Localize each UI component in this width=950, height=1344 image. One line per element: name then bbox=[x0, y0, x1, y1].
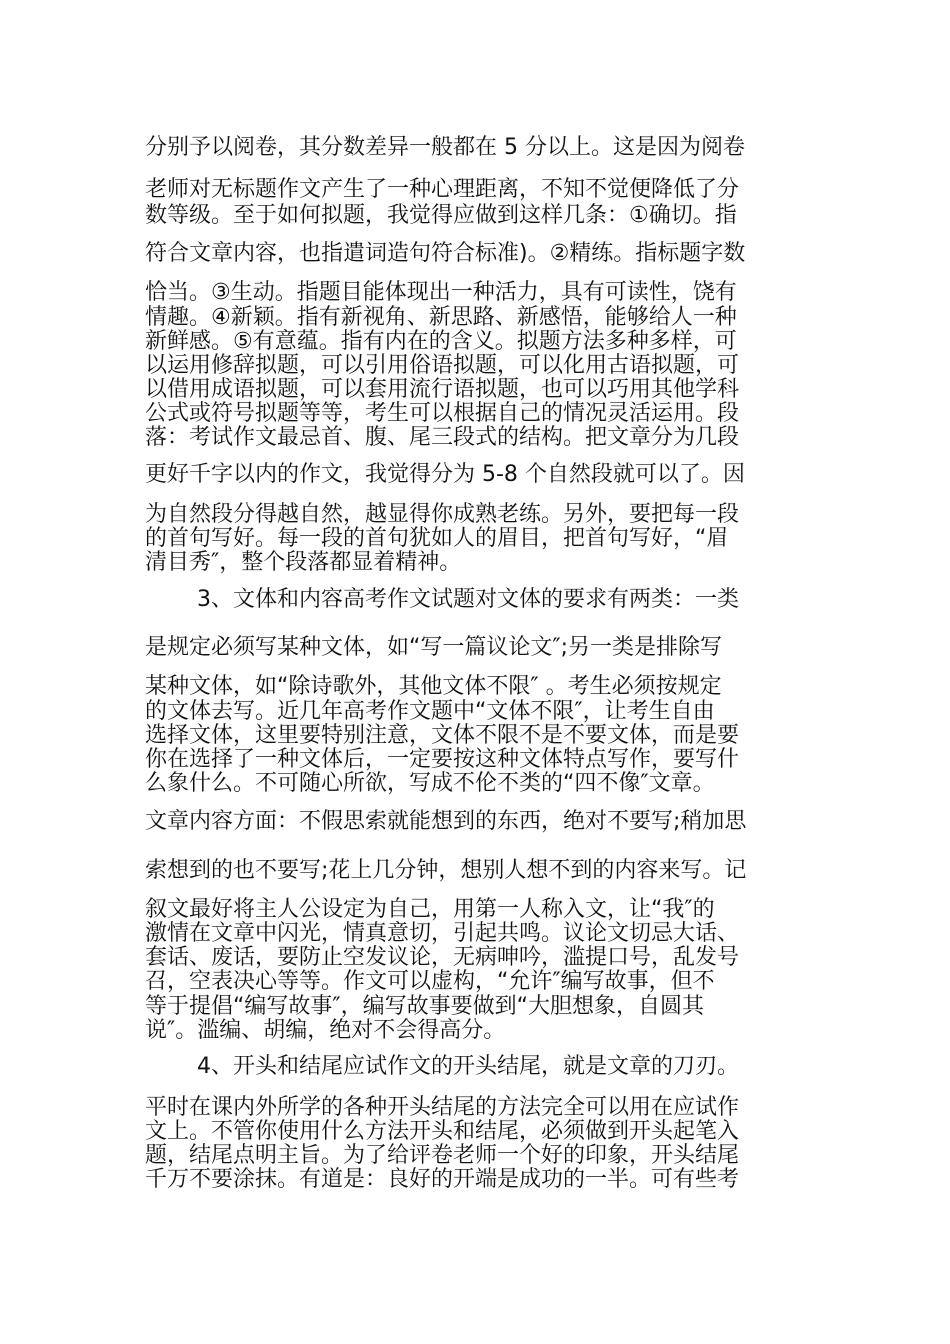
text-line: 激情在文章中闪光，情真意切，引起共鸣。议论文切忌大话、 bbox=[145, 921, 740, 946]
text-line: 千万不要涂抹。有道是：良好的开端是成功的一半。可有些考 bbox=[145, 1167, 740, 1192]
text-line: 数等级。至于如何拟题，我觉得应做到这样几条：①确切。指 bbox=[145, 203, 737, 228]
text-line: 召，空表决心等等。作文可以虚构，“允许″编写故事，但不 bbox=[145, 969, 715, 994]
text-line: 新鲜感。⑤有意蕴。指有内在的含义。拟题方法多种多样，可 bbox=[145, 329, 737, 354]
text-line: 套话、废话，要防止空发议论，无病呻吟，滥提口号，乱发号 bbox=[145, 945, 740, 970]
text-line: 老师对无标题作文产生了一种心理距离，不知不觉便降低了分 bbox=[145, 177, 740, 202]
text-line: 是规定必须写某种文体，如“写一篇议论文″;另一类是排除写 bbox=[145, 635, 723, 660]
text-line: 为自然段分得越自然，越显得你成熟老练。另外，要把每一段 bbox=[145, 502, 740, 527]
text-line: 落：考试作文最忌首、腹、尾三段式的结构。把文章分为几段 bbox=[145, 425, 740, 450]
text-line: 以运用修辞拟题，可以引用俗语拟题，可以化用古语拟题，可 bbox=[145, 353, 740, 378]
text-line: 叙文最好将主人公设定为自己，用第一人称入文，让“我″的 bbox=[145, 897, 715, 922]
text-line: 索想到的也不要写;花上几分钟，想别人想不到的内容来写。记 bbox=[145, 858, 747, 883]
text-line: 4、开头和结尾应试作文的开头结尾，就是文章的刀刃。 bbox=[197, 1054, 739, 1079]
text-line: 的首句写好。每一段的首句犹如人的眉目，把首句写好，“眉 bbox=[145, 526, 729, 551]
text-line: 你在选择了一种文体后，一定要按这种文体特点写作，要写什 bbox=[145, 747, 740, 772]
text-line: 分别予以阅卷，其分数差异一般都在 5 分以上。这是因为阅卷 bbox=[145, 135, 745, 160]
text-line: 文章内容方面：不假思索就能想到的东西，绝对不要写;稍加思 bbox=[145, 809, 747, 834]
text-line: 符合文章内容，也指遣词造句符合标准)。②精练。指标题字数 bbox=[145, 241, 746, 266]
text-line: 说″。滥编、胡编，绝对不会得高分。 bbox=[145, 1018, 506, 1043]
text-line: 文上。不管你使用什么方法开头和结尾，必须做到开头起笔入 bbox=[145, 1119, 740, 1144]
text-line: 某种文体，如“除诗歌外，其他文体不限″ 。考生必须按规定 bbox=[145, 674, 722, 699]
text-line: 以借用成语拟题，可以套用流行语拟题，也可以巧用其他学科 bbox=[145, 377, 740, 402]
text-line: 情趣。④新颖。指有新视角、新思路、新感悟，能够给人一种 bbox=[145, 305, 737, 330]
text-line: 公式或符号拟题等等，考生可以根据自己的情况灵活运用。段 bbox=[145, 401, 740, 426]
text-line: 清目秀″，整个段落都显着精神。 bbox=[145, 550, 462, 575]
text-line: 恰当。③生动。指题目能体现出一种活力，具有可读性，饶有 bbox=[145, 280, 737, 305]
text-line: 的文体去写。近几年高考作文题中“文体不限″，让考生自由 bbox=[145, 699, 715, 724]
text-line: 选择文体，这里要特别注意，文体不限不是不要文体，而是要 bbox=[145, 723, 740, 748]
text-line: 更好千字以内的作文，我觉得分为 5-8 个自然段就可以了。因 bbox=[145, 462, 745, 487]
text-line: 题，结尾点明主旨。为了给评卷老师一个好的印象，开头结尾 bbox=[145, 1143, 740, 1168]
text-line: 3、文体和内容高考作文试题对文体的要求有两类：一类 bbox=[197, 587, 739, 612]
text-line: 么象什么。不可随心所欲，写成不伦不类的“四不像″文章。 bbox=[145, 771, 715, 796]
text-line: 平时在课内外所学的各种开头结尾的方法完全可以用在应试作 bbox=[145, 1095, 740, 1120]
text-line: 等于提倡“编写故事″，编写故事要做到“大胆想象，自圆其 bbox=[145, 994, 705, 1019]
